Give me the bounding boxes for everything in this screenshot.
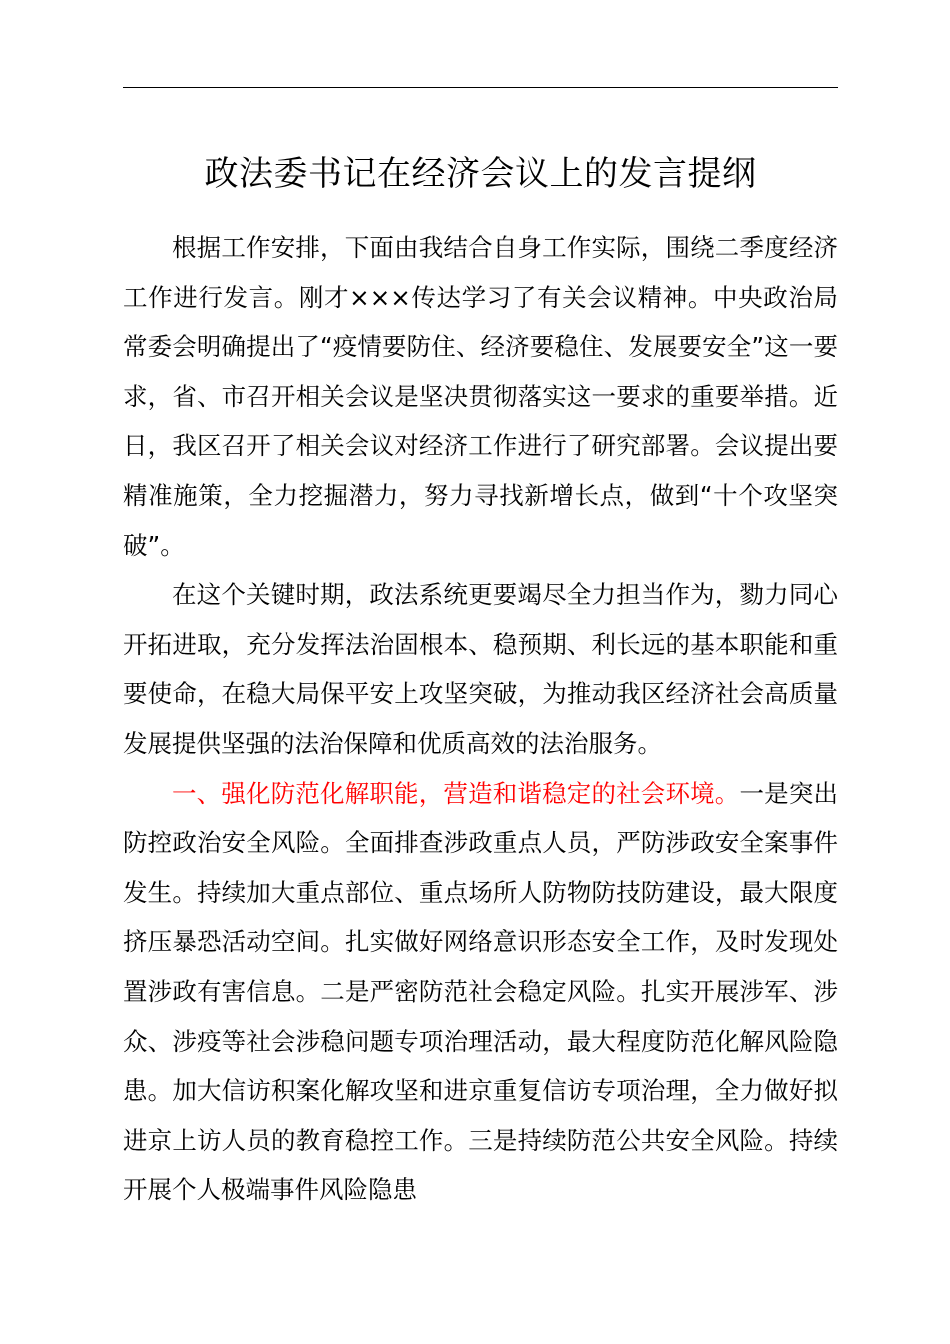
header-rule [123,87,838,88]
document-body [123,223,838,1215]
paragraph-intro: 根据工作安排，下面由我结合自身工作实际，围绕二季度经济工作进行发言。刚才×××传达学习了有关会议精神。中央政治局常委会明确提出了“疫情要防住、经济要稳住、发展要安全”这一要求，省、市召开相关会议是坚决贯彻落实这一要求的重要举措。近日，我区召开了相关会议对经济工作进行了研究部署。会议提出要精准施策，全力挖掘潜力，努力寻找新增长点，做到“十个攻坚突破”。 [123,233,838,560]
section-heading: 一、强化防范化解职能，营造和谐稳定的社会环境。 [172,778,740,808]
document-title: 政法委书记在经济会议上的发言提纲 [204,154,757,194]
paragraph-context: 在这个关键时期，政法系统更要竭尽全力担当作为，勠力同心开拓进取，充分发挥法治固根本、稳预期、利长远的基本职能和重要使命，在稳大局保平安上攻坚突破，为推动我区经济社会高质量发展提供坚强的法治保障和优质高效的法治服务。 [123,580,838,758]
paragraph-section-one [123,769,838,1215]
section-body: 一是突出防控政治安全风险。全面排查涉政重点人员，严防涉政安全案事件发生。持续加大重点部位、重点场所人防物防技防建设，最大限度挤压暴恐活动空间。扎实做好网络意识形态安全工作，及时发现处置涉政有害信息。二是严密防范社会稳定风险。扎实开展涉军、涉众、涉疫等社会涉稳问题专项治理活动，最大程度防范化解风险隐患。加大信访积案化解攻坚和进京重复信访专项治理，全力做好拟进京上访人员的教育稳控工作。三是持续防范公共安全风险。持续开展个人极端事件风险隐患 [123,778,839,1205]
